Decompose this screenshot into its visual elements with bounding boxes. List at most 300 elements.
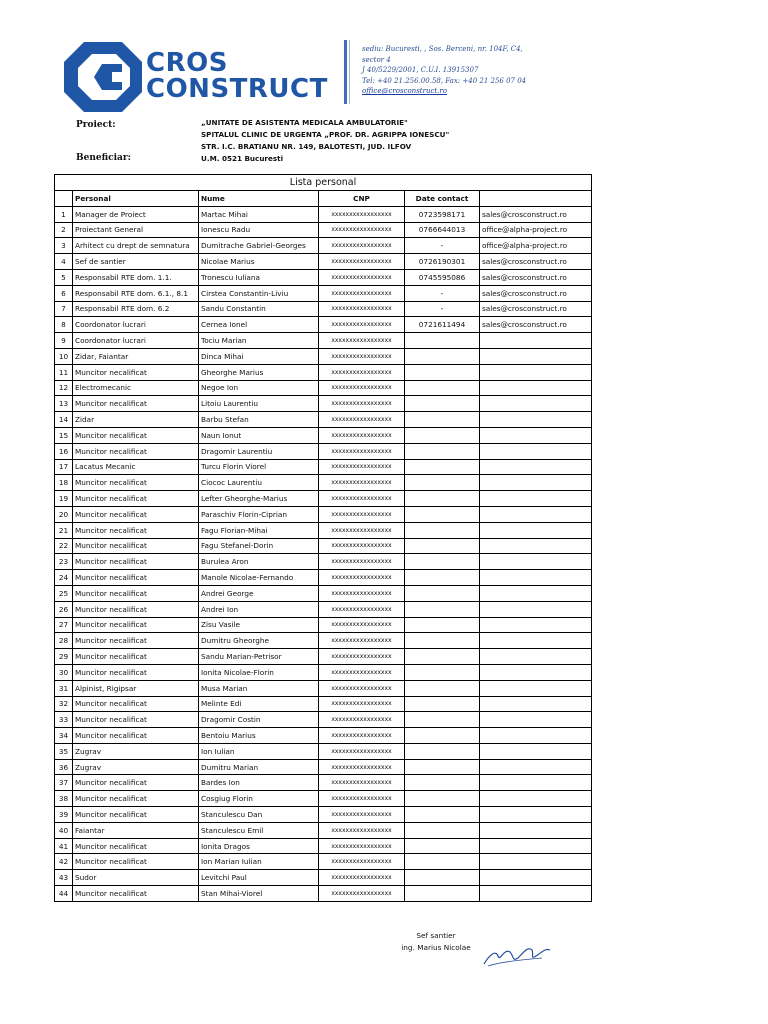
person-name: Ciococ Laurentiu	[199, 475, 319, 491]
person-name: Ion Marian Iulian	[199, 854, 319, 870]
row-number: 12	[55, 380, 73, 396]
contact-email	[480, 459, 592, 475]
cnp-value: xxxxxxxxxxxxxxxxx	[319, 585, 405, 601]
contact-phone	[405, 506, 480, 522]
cnp-value: xxxxxxxxxxxxxxxxx	[319, 680, 405, 696]
person-name: Fagu Florian-Mihai	[199, 522, 319, 538]
row-number: 11	[55, 364, 73, 380]
contact-phone	[405, 380, 480, 396]
table-row	[55, 222, 592, 238]
cnp-value: xxxxxxxxxxxxxxxxx	[319, 222, 405, 238]
address-line: J 40/5229/2001, C.U.I. 13915307	[362, 66, 479, 74]
person-name: Stanculescu Emil	[199, 822, 319, 838]
table-row	[55, 475, 592, 491]
row-number: 23	[55, 554, 73, 570]
cnp-value: xxxxxxxxxxxxxxxxx	[319, 238, 405, 254]
contact-email[interactable]: sales@crosconstruct.ro	[480, 269, 592, 285]
person-name: Ionita Nicolae-Florin	[199, 664, 319, 680]
cnp-value: xxxxxxxxxxxxxxxxx	[319, 570, 405, 586]
table-row	[55, 680, 592, 696]
signature-role: Sef santier	[416, 931, 456, 940]
row-number: 17	[55, 459, 73, 475]
personal-role: Muncitor necalificat	[73, 443, 199, 459]
person-name: Negoe Ion	[199, 380, 319, 396]
project-line: „UNITATE DE ASISTENTA MEDICALA AMBULATORIE"	[201, 118, 408, 127]
person-name: Stan Mihai-Viorel	[199, 886, 319, 902]
table-row	[55, 333, 592, 349]
contact-phone	[405, 522, 480, 538]
brand-line-1: CROS	[146, 48, 228, 78]
row-number: 8	[55, 317, 73, 333]
person-name: Fagu Stefanel-Dorin	[199, 538, 319, 554]
cnp-value: xxxxxxxxxxxxxxxxx	[319, 348, 405, 364]
row-number: 13	[55, 396, 73, 412]
row-number: 24	[55, 570, 73, 586]
contact-email	[480, 728, 592, 744]
contact-phone: -	[405, 301, 480, 317]
company-address	[362, 44, 526, 97]
table-row	[55, 380, 592, 396]
contact-phone	[405, 791, 480, 807]
contact-email[interactable]: sales@crosconstruct.ro	[480, 301, 592, 317]
personal-role: Muncitor necalificat	[73, 696, 199, 712]
address-line: sector 4	[362, 55, 391, 64]
contact-email	[480, 854, 592, 870]
contact-phone	[405, 649, 480, 665]
personal-role: Muncitor necalificat	[73, 364, 199, 380]
row-number: 27	[55, 617, 73, 633]
company-logo-icon	[64, 40, 142, 114]
contact-email[interactable]: sales@crosconstruct.ro	[480, 285, 592, 301]
row-number: 37	[55, 775, 73, 791]
cnp-value: xxxxxxxxxxxxxxxxx	[319, 712, 405, 728]
person-name: Manole Nicolae-Fernando	[199, 570, 319, 586]
table-title: Lista personal	[55, 175, 592, 191]
person-name: Barbu Stefan	[199, 412, 319, 428]
contact-email	[480, 696, 592, 712]
row-number: 43	[55, 870, 73, 886]
contact-email	[480, 838, 592, 854]
signature-block	[396, 930, 476, 954]
table-row	[55, 649, 592, 665]
person-name: Cirstea Constantin-Liviu	[199, 285, 319, 301]
row-number: 40	[55, 822, 73, 838]
personal-role: Muncitor necalificat	[73, 617, 199, 633]
cnp-value: xxxxxxxxxxxxxxxxx	[319, 333, 405, 349]
contact-email	[480, 633, 592, 649]
contact-email[interactable]: sales@crosconstruct.ro	[480, 254, 592, 270]
column-header-contact: Date contact	[405, 191, 480, 207]
personal-role: Zugrav	[73, 759, 199, 775]
row-number: 41	[55, 838, 73, 854]
person-name: Turcu Florin Viorel	[199, 459, 319, 475]
table-row	[55, 206, 592, 222]
row-number: 31	[55, 680, 73, 696]
contact-phone	[405, 601, 480, 617]
table-row	[55, 348, 592, 364]
table-row	[55, 585, 592, 601]
column-header	[480, 191, 592, 207]
cnp-value: xxxxxxxxxxxxxxxxx	[319, 427, 405, 443]
contact-email	[480, 522, 592, 538]
contact-phone	[405, 459, 480, 475]
contact-email	[480, 570, 592, 586]
table-row	[55, 838, 592, 854]
person-name: Sandu Constantin	[199, 301, 319, 317]
row-number: 38	[55, 791, 73, 807]
personal-role: Muncitor necalificat	[73, 712, 199, 728]
company-logo	[64, 40, 332, 114]
contact-email	[480, 491, 592, 507]
cnp-value: xxxxxxxxxxxxxxxxx	[319, 285, 405, 301]
person-name: Dinca Mihai	[199, 348, 319, 364]
personal-role: Muncitor necalificat	[73, 585, 199, 601]
header-divider	[344, 40, 347, 104]
cnp-value: xxxxxxxxxxxxxxxxx	[319, 269, 405, 285]
signature-name: ing. Marius Nicolae	[401, 943, 471, 952]
contact-phone	[405, 822, 480, 838]
contact-email[interactable]: office@alpha-project.ro	[480, 238, 592, 254]
personal-role: Zidar, Faiantar	[73, 348, 199, 364]
cnp-value: xxxxxxxxxxxxxxxxx	[319, 254, 405, 270]
contact-email	[480, 664, 592, 680]
contact-email	[480, 601, 592, 617]
cnp-value: xxxxxxxxxxxxxxxxx	[319, 743, 405, 759]
beneficiary-value: U.M. 0521 Bucuresti	[201, 154, 284, 163]
person-name: Stanculescu Dan	[199, 807, 319, 823]
table-row	[55, 269, 592, 285]
table-row	[55, 506, 592, 522]
row-number: 6	[55, 285, 73, 301]
cnp-value: xxxxxxxxxxxxxxxxx	[319, 538, 405, 554]
person-name: Andrei George	[199, 585, 319, 601]
person-name: Paraschiv Florin-Ciprian	[199, 506, 319, 522]
cnp-value: xxxxxxxxxxxxxxxxx	[319, 664, 405, 680]
project-line: SPITALUL CLINIC DE URGENTA „PROF. DR. AGRIPPA IONESCU"	[201, 130, 450, 139]
row-number: 35	[55, 743, 73, 759]
project-label: Proiect:	[76, 120, 116, 130]
contact-email	[480, 759, 592, 775]
contact-email	[480, 585, 592, 601]
personal-role: Sef de santier	[73, 254, 199, 270]
person-name: Ionita Dragos	[199, 838, 319, 854]
person-name: Nicolae Marius	[199, 254, 319, 270]
contact-phone	[405, 427, 480, 443]
contact-email	[480, 775, 592, 791]
table-row	[55, 886, 592, 902]
table-row	[55, 791, 592, 807]
contact-phone	[405, 554, 480, 570]
cnp-value: xxxxxxxxxxxxxxxxx	[319, 506, 405, 522]
person-name: Dragomir Costin	[199, 712, 319, 728]
contact-phone	[405, 712, 480, 728]
cnp-value: xxxxxxxxxxxxxxxxx	[319, 491, 405, 507]
personal-role: Muncitor necalificat	[73, 838, 199, 854]
row-number: 26	[55, 601, 73, 617]
cnp-value: xxxxxxxxxxxxxxxxx	[319, 396, 405, 412]
contact-email	[480, 427, 592, 443]
cnp-value: xxxxxxxxxxxxxxxxx	[319, 443, 405, 459]
cnp-value: xxxxxxxxxxxxxxxxx	[319, 522, 405, 538]
project-line: STR. I.C. BRATIANU NR. 149, BALOTESTI, JUD. ILFOV	[201, 142, 412, 151]
cnp-value: xxxxxxxxxxxxxxxxx	[319, 838, 405, 854]
person-name: Tronescu Iuliana	[199, 269, 319, 285]
personal-role: Muncitor necalificat	[73, 601, 199, 617]
contact-email[interactable]: office@alpha-project.ro	[480, 222, 592, 238]
person-name: Dumitru Gheorghe	[199, 633, 319, 649]
row-number: 36	[55, 759, 73, 775]
personal-role: Muncitor necalificat	[73, 570, 199, 586]
row-number: 15	[55, 427, 73, 443]
contact-email	[480, 712, 592, 728]
contact-email	[480, 506, 592, 522]
contact-phone	[405, 491, 480, 507]
personal-role: Muncitor necalificat	[73, 649, 199, 665]
personal-role: Muncitor necalificat	[73, 554, 199, 570]
contact-email	[480, 538, 592, 554]
table-row	[55, 238, 592, 254]
table-row	[55, 443, 592, 459]
row-number: 29	[55, 649, 73, 665]
brand-line-2: CONSTRUCT	[146, 74, 328, 104]
cnp-value: xxxxxxxxxxxxxxxxx	[319, 649, 405, 665]
cnp-value: xxxxxxxxxxxxxxxxx	[319, 728, 405, 744]
person-name: Naun Ionut	[199, 427, 319, 443]
personal-role: Coordonator lucrari	[73, 333, 199, 349]
row-number: 30	[55, 664, 73, 680]
contact-phone	[405, 680, 480, 696]
personal-role: Muncitor necalificat	[73, 807, 199, 823]
cnp-value: xxxxxxxxxxxxxxxxx	[319, 380, 405, 396]
row-number: 3	[55, 238, 73, 254]
column-header	[55, 191, 73, 207]
contact-email	[480, 822, 592, 838]
contact-phone	[405, 348, 480, 364]
column-header-personal: Personal	[73, 191, 199, 207]
row-number: 18	[55, 475, 73, 491]
person-name: Gheorghe Marius	[199, 364, 319, 380]
cnp-value: xxxxxxxxxxxxxxxxx	[319, 301, 405, 317]
person-name: Melinte Edi	[199, 696, 319, 712]
personal-role: Zidar	[73, 412, 199, 428]
person-name: Burulea Aron	[199, 554, 319, 570]
contact-phone: 0721611494	[405, 317, 480, 333]
contact-phone	[405, 617, 480, 633]
contact-phone	[405, 807, 480, 823]
contact-phone	[405, 870, 480, 886]
table-row	[55, 775, 592, 791]
personal-role: Muncitor necalificat	[73, 538, 199, 554]
personal-role: Muncitor necalificat	[73, 854, 199, 870]
row-number: 32	[55, 696, 73, 712]
contact-phone: -	[405, 238, 480, 254]
table-row	[55, 254, 592, 270]
person-name: Ionescu Radu	[199, 222, 319, 238]
contact-email	[480, 791, 592, 807]
contact-phone: 0745595086	[405, 269, 480, 285]
contact-email	[480, 443, 592, 459]
contact-phone	[405, 443, 480, 459]
contact-phone: 0726190301	[405, 254, 480, 270]
row-number: 7	[55, 301, 73, 317]
person-name: Sandu Marian-Petrisor	[199, 649, 319, 665]
cnp-value: xxxxxxxxxxxxxxxxx	[319, 554, 405, 570]
contact-email	[480, 333, 592, 349]
row-number: 39	[55, 807, 73, 823]
contact-email	[480, 807, 592, 823]
person-name: Cernea Ionel	[199, 317, 319, 333]
table-row	[55, 412, 592, 428]
table-row	[55, 759, 592, 775]
personal-role: Electromecanic	[73, 380, 199, 396]
cnp-value: xxxxxxxxxxxxxxxxx	[319, 633, 405, 649]
contact-phone	[405, 633, 480, 649]
contact-email	[480, 743, 592, 759]
personal-role: Arhitect cu drept de semnatura	[73, 238, 199, 254]
personal-role: Muncitor necalificat	[73, 396, 199, 412]
contact-email	[480, 554, 592, 570]
contact-phone	[405, 854, 480, 870]
person-name: Dragomir Laurentiu	[199, 443, 319, 459]
table-row	[55, 570, 592, 586]
cnp-value: xxxxxxxxxxxxxxxxx	[319, 317, 405, 333]
person-name: Musa Marian	[199, 680, 319, 696]
contact-email	[480, 348, 592, 364]
contact-phone	[405, 775, 480, 791]
table-row	[55, 617, 592, 633]
table-row	[55, 364, 592, 380]
person-name: Tociu Marian	[199, 333, 319, 349]
personal-role: Coordonator lucrari	[73, 317, 199, 333]
table-row	[55, 743, 592, 759]
personal-role: Muncitor necalificat	[73, 775, 199, 791]
contact-email	[480, 475, 592, 491]
company-email-link[interactable]: office@crosconstruct.ro	[362, 87, 447, 95]
person-name: Cosgiug Florin	[199, 791, 319, 807]
row-number: 9	[55, 333, 73, 349]
person-name: Andrei Ion	[199, 601, 319, 617]
table-row	[55, 522, 592, 538]
contact-phone	[405, 728, 480, 744]
column-header-cnp: CNP	[319, 191, 405, 207]
table-row	[55, 712, 592, 728]
contact-phone	[405, 412, 480, 428]
contact-phone	[405, 585, 480, 601]
cnp-value: xxxxxxxxxxxxxxxxx	[319, 364, 405, 380]
table-row	[55, 427, 592, 443]
personal-role: Responsabil RTE dom. 1.1.	[73, 269, 199, 285]
brand-name	[146, 50, 328, 102]
row-number: 16	[55, 443, 73, 459]
personal-role: Muncitor necalificat	[73, 728, 199, 744]
contact-phone	[405, 333, 480, 349]
contact-email	[480, 364, 592, 380]
table-row	[55, 538, 592, 554]
row-number: 33	[55, 712, 73, 728]
row-number: 14	[55, 412, 73, 428]
personal-role: Responsabil RTE dom. 6.1., 8.1	[73, 285, 199, 301]
contact-email	[480, 886, 592, 902]
contact-phone	[405, 838, 480, 854]
cnp-value: xxxxxxxxxxxxxxxxx	[319, 870, 405, 886]
personal-role: Proiectant General	[73, 222, 199, 238]
personal-role: Muncitor necalificat	[73, 506, 199, 522]
cnp-value: xxxxxxxxxxxxxxxxx	[319, 206, 405, 222]
person-name: Levitchi Paul	[199, 870, 319, 886]
table-row	[55, 301, 592, 317]
table-row	[55, 822, 592, 838]
personal-role: Lacatus Mecanic	[73, 459, 199, 475]
contact-phone	[405, 475, 480, 491]
contact-phone	[405, 759, 480, 775]
table-row	[55, 317, 592, 333]
table-row	[55, 664, 592, 680]
personal-role: Manager de Proiect	[73, 206, 199, 222]
contact-phone: 0766644013	[405, 222, 480, 238]
address-line: Tel: +40 21.256.00.58, Fax: +40 21 256 07 04	[362, 76, 527, 85]
contact-email[interactable]: sales@crosconstruct.ro	[480, 206, 592, 222]
cnp-value: xxxxxxxxxxxxxxxxx	[319, 854, 405, 870]
person-name: Dumitru Marian	[199, 759, 319, 775]
table-row	[55, 870, 592, 886]
person-name: Martac Mihai	[199, 206, 319, 222]
contact-phone	[405, 743, 480, 759]
table-row	[55, 491, 592, 507]
cnp-value: xxxxxxxxxxxxxxxxx	[319, 791, 405, 807]
person-name: Bentoiu Marius	[199, 728, 319, 744]
contact-email[interactable]: sales@crosconstruct.ro	[480, 317, 592, 333]
contact-phone	[405, 664, 480, 680]
row-number: 28	[55, 633, 73, 649]
contact-phone	[405, 570, 480, 586]
cnp-value: xxxxxxxxxxxxxxxxx	[319, 759, 405, 775]
cnp-value: xxxxxxxxxxxxxxxxx	[319, 459, 405, 475]
table-row	[55, 633, 592, 649]
contact-email	[480, 412, 592, 428]
table-row	[55, 396, 592, 412]
address-line: sediu: Bucuresti, , Sos. Berceni, nr. 104F, C4,	[362, 45, 523, 53]
personal-role: Muncitor necalificat	[73, 664, 199, 680]
table-row	[55, 601, 592, 617]
contact-phone: -	[405, 285, 480, 301]
personal-role: Muncitor necalificat	[73, 886, 199, 902]
cnp-value: xxxxxxxxxxxxxxxxx	[319, 696, 405, 712]
table-row	[55, 728, 592, 744]
row-number: 10	[55, 348, 73, 364]
row-number: 25	[55, 585, 73, 601]
personal-role: Faiantar	[73, 822, 199, 838]
row-number: 44	[55, 886, 73, 902]
cnp-value: xxxxxxxxxxxxxxxxx	[319, 617, 405, 633]
contact-email	[480, 870, 592, 886]
cnp-value: xxxxxxxxxxxxxxxxx	[319, 601, 405, 617]
cnp-value: xxxxxxxxxxxxxxxxx	[319, 886, 405, 902]
beneficiary-label: Beneficiar:	[76, 153, 131, 163]
contact-email	[480, 396, 592, 412]
cnp-value: xxxxxxxxxxxxxxxxx	[319, 822, 405, 838]
contact-email	[480, 380, 592, 396]
personal-role: Muncitor necalificat	[73, 791, 199, 807]
person-name: Lefter Gheorghe-Marius	[199, 491, 319, 507]
personal-role: Muncitor necalificat	[73, 522, 199, 538]
cnp-value: xxxxxxxxxxxxxxxxx	[319, 412, 405, 428]
contact-phone	[405, 396, 480, 412]
personal-role: Alpinist, Rigipsar	[73, 680, 199, 696]
personal-role: Muncitor necalificat	[73, 633, 199, 649]
header-divider-thin	[349, 40, 350, 104]
personal-role: Zugrav	[73, 743, 199, 759]
cnp-value: xxxxxxxxxxxxxxxxx	[319, 807, 405, 823]
